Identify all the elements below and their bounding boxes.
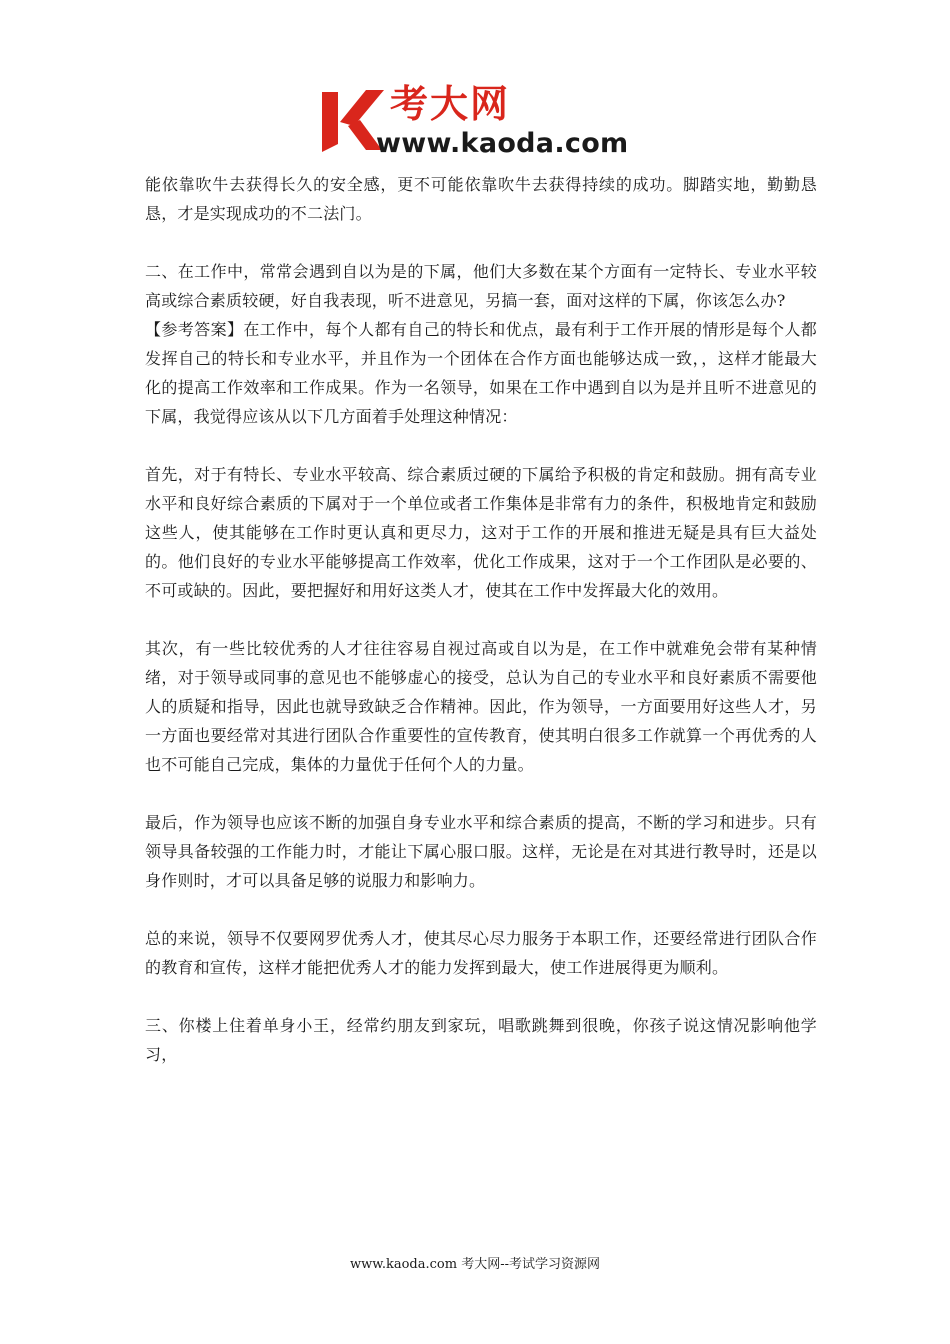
logo-title: 考大网 xyxy=(390,82,511,126)
paragraph-3: 首先，对于有特长、专业水平较高、综合素质过硬的下属给予积极的肯定和鼓励。拥有高专业水平和良好综合素质的下属对于一个单位或者工作集体是非常有力的条件，积极地肯定和鼓励这些人，使其能够在工作时更认真和更尽力，这对于工作的开展和推进无疑是具有巨大益处的。他们良好的专业水平能够提高工作效率，优化工作成果，这对于一个工作团队是必要的、不可或缺的。因此，要把握好和用好这类人才，使其在工作中发挥最大化的效用。 xyxy=(145,465,817,600)
paragraph-2: 二、在工作中，常常会遇到自以为是的下属，他们大多数在某个方面有一定特长、专业水平较高或综合素质较硬，好自我表现，听不进意见，另搞一套，面对这样的下属，你该怎么办? 【参考答案】在工作中，每个人都有自己的特长和优点，最有利于工作开展的情形是每个人都发挥自己的特长和专业水平，并且作为一个团体在合作方面也能够达成一致，，这样才能最大化的提高工作效率和工作成果。作为一名领导，如果在工作中遇到自以为是并且听不进意见的下属，我觉得应该从以下几方面着手处理这种情况： xyxy=(145,262,817,426)
paragraph-7: 三、你楼上住着单身小王，经常约朋友到家玩，唱歌跳舞到很晚，你孩子说这情况影响他学习， xyxy=(145,1016,817,1064)
paragraph-5: 最后，作为领导也应该不断的加强自身专业水平和综合素质的提高，不断的学习和进步。只有领导具备较强的工作能力时，才能让下属心服口服。这样，无论是在对其进行教导时，还是以身作则时，才可以具备足够的说服力和影响力。 xyxy=(145,813,817,890)
page-footer: www.kaoda.com 考大网--考试学习资源网 xyxy=(350,1257,600,1272)
paragraph-4: 其次，有一些比较优秀的人才往往容易自视过高或自以为是，在工作中就难免会带有某种情绪，对于领导或同事的意见也不能够虚心的接受，总认为自己的专业水平和良好素质不需要他人的质疑和指导，因此也就导致缺乏合作精神。因此，作为领导，一方面要用好这些人才，另一方面也要经常对其进行团队合作重要性的宣传教育，使其明白很多工作就算一个再优秀的人也不可能自己完成，集体的力量优于任何个人的力量。 xyxy=(145,639,817,774)
logo-url: www.kaoda.com xyxy=(376,128,629,159)
paragraph-1: 能依靠吹牛去获得长久的安全感，更不可能依靠吹牛去获得持续的成功。脚踏实地，勤勤恳恳，才是实现成功的不二法门。 xyxy=(145,175,817,223)
document-body xyxy=(145,170,817,1069)
site-logo xyxy=(318,82,648,162)
paragraph-6: 总的来说，领导不仅要网罗优秀人才，使其尽心尽力服务于本职工作，还要经常进行团队合作的教育和宣传，这样才能把优秀人才的能力发挥到最大，使工作进展得更为顺利。 xyxy=(145,929,817,977)
